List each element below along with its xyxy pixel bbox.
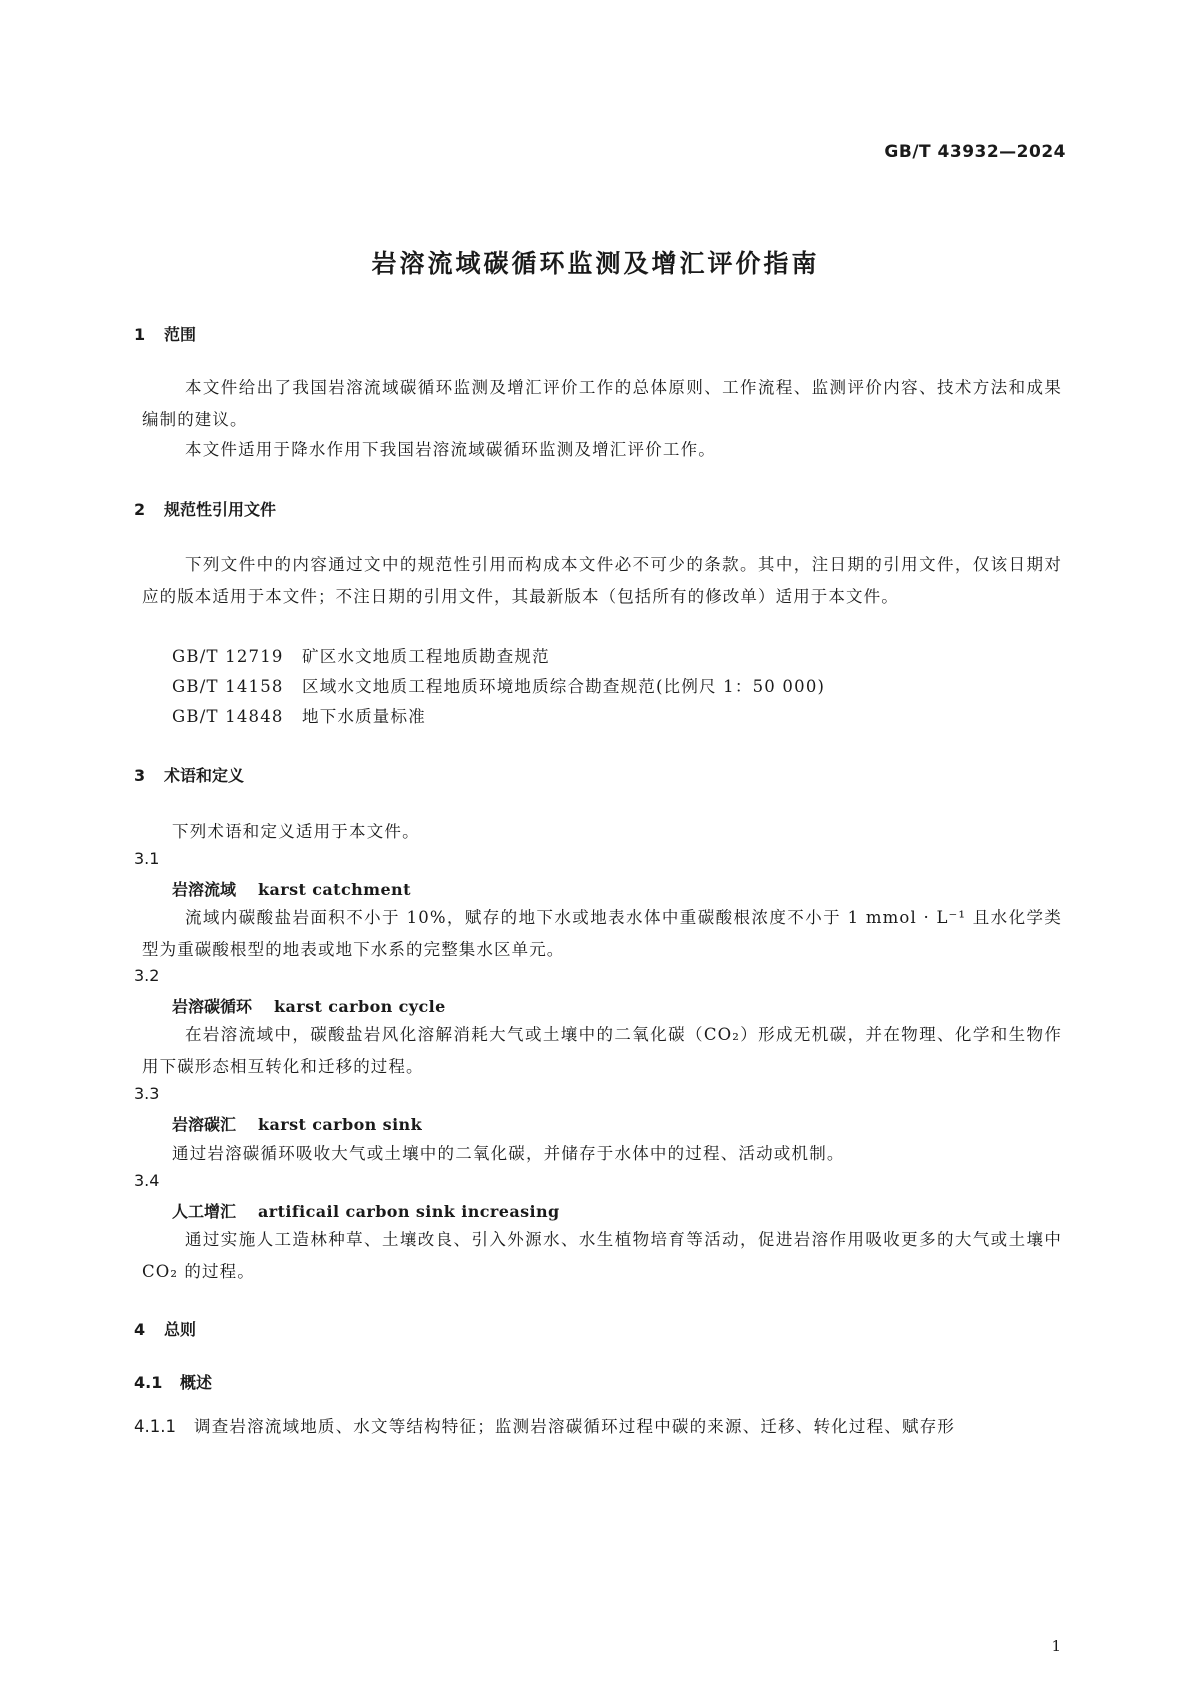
reference-code: GB/T 14158 [172, 677, 284, 696]
document-title: 岩溶流域碳循环监测及增汇评价指南 [371, 249, 820, 278]
term-english: artificail carbon sink increasing [258, 1202, 560, 1221]
section-1-heading [134, 322, 196, 345]
term-english: karst carbon sink [258, 1115, 423, 1134]
page-number: 1 [1051, 1637, 1061, 1655]
clause-text: 调查岩溶流域地质、水文等结构特征；监测岩溶碳循环过程中碳的来源、迁移、转化过程、赋存形 [194, 1417, 956, 1436]
subsection-4-1-heading [134, 1370, 212, 1393]
section-title: 规范性引用文件 [164, 500, 277, 519]
section-title: 总则 [164, 1320, 197, 1339]
standard-code: GB/T 43932—2024 [884, 142, 1066, 162]
term-number: 3.4 [134, 1171, 160, 1190]
reference-code: GB/T 14848 [172, 707, 284, 726]
reference-code: GB/T 12719 [172, 647, 284, 666]
subsection-title: 概述 [180, 1373, 213, 1392]
term-chinese: 岩溶碳汇 [172, 1115, 237, 1134]
term-definition: 通过实施人工造林种草、土壤改良、引入外源水、水生植物培育等活动，促进岩溶作用吸收更多的大气或土壤中 CO₂ 的过程。 [142, 1230, 1062, 1281]
term-definition: 在岩溶流域中，碳酸盐岩风化溶解消耗大气或土壤中的二氧化碳（CO₂）形成无机碳，并在物理、化学和生物作用下碳形态相互转化和迁移的过程。 [142, 1025, 1062, 1076]
term-definition: 通过岩溶碳循环吸收大气或土壤中的二氧化碳，并储存于水体中的过程、活动或机制。 [172, 1144, 845, 1163]
clause-number: 4.1.1 [134, 1417, 176, 1436]
reference-item [172, 643, 550, 667]
term-number: 3.1 [134, 849, 160, 868]
term-number: 3.2 [134, 966, 160, 985]
section-1-paragraph-2: 本文件适用于降水作用下我国岩溶流域碳循环监测及增汇评价工作。 [185, 440, 716, 459]
term-number: 3.3 [134, 1084, 160, 1103]
section-2-heading [134, 497, 276, 520]
term-english: karst catchment [258, 880, 411, 899]
reference-title: 区域水文地质工程地质环境地质综合勘查规范(比例尺 1：50 000) [302, 677, 826, 696]
clause-4-1-1 [134, 1413, 955, 1437]
section-title: 术语和定义 [164, 766, 245, 785]
term-definition: 流域内碳酸盐岩面积不小于 10%，赋存的地下水或地表水体中重碳酸根浓度不小于 1 mmol · L⁻¹ 且水化学类型为重碳酸根型的地表或地下水系的完整集水区单元。 [142, 908, 1062, 959]
term-heading [172, 994, 446, 1017]
section-1-paragraph-1: 本文件给出了我国岩溶流域碳循环监测及增汇评价工作的总体原则、工作流程、监测评价内容、技术方法和成果编制的建议。 [142, 378, 1062, 429]
section-number: 1 [134, 325, 146, 344]
term-heading [172, 1199, 560, 1222]
section-number: 2 [134, 500, 146, 519]
section-number: 3 [134, 766, 146, 785]
reference-title: 矿区水文地质工程地质勘查规范 [302, 647, 550, 666]
section-4-heading [134, 1317, 196, 1340]
section-2-intro: 下列文件中的内容通过文中的规范性引用而构成本文件必不可少的条款。其中，注日期的引用文件，仅该日期对应的版本适用于本文件；不注日期的引用文件，其最新版本（包括所有的修改单）适用于本文件。 [142, 555, 1062, 606]
term-chinese: 岩溶流域 [172, 880, 237, 899]
section-3-heading [134, 763, 244, 786]
section-title: 范围 [164, 325, 197, 344]
section-3-intro: 下列术语和定义适用于本文件。 [172, 822, 420, 841]
subsection-number: 4.1 [134, 1373, 163, 1392]
term-heading [172, 877, 411, 900]
reference-item [172, 673, 825, 697]
reference-item [172, 703, 426, 727]
term-english: karst carbon cycle [274, 997, 446, 1016]
term-chinese: 人工增汇 [172, 1202, 237, 1221]
reference-title: 地下水质量标准 [302, 707, 426, 726]
term-heading [172, 1112, 422, 1135]
section-number: 4 [134, 1320, 146, 1339]
term-chinese: 岩溶碳循环 [172, 997, 253, 1016]
